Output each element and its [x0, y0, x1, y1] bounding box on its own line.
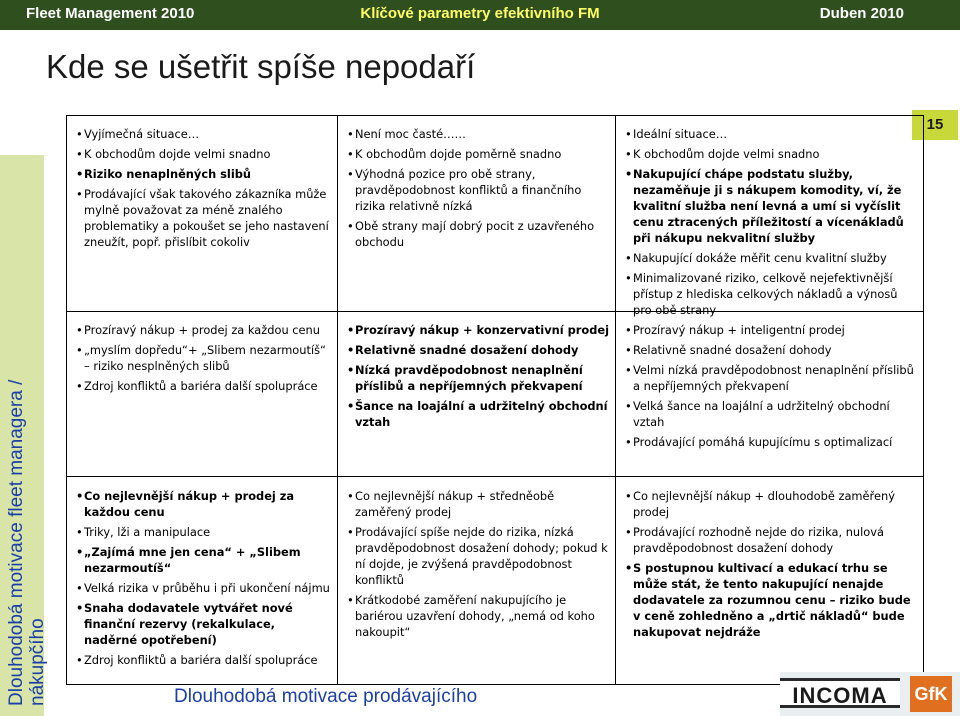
cell-r3c3 — [616, 484, 925, 686]
side-label-line2: nákupčího — [27, 618, 48, 706]
list-item: • „myslím dopředu“+ „Slibem nezarmoutíš“ – riziko nesplněných slibů — [77, 342, 331, 374]
side-label — [6, 146, 48, 706]
list-item: • Prodávající rozhodně nejde do rizika, nulová pravděpodobnost dosažení dohody — [626, 524, 919, 556]
list-item: • Krátkodobé zaměření nakupujícího je bariérou uzavření dohody, „nemá od koho nakoupit“ — [348, 592, 609, 640]
list-item: • K obchodům dojde velmi snadno — [77, 146, 331, 162]
list-item: • Nakupující chápe podstatu služby, nezaměňuje ji s nákupem komodity, ví, že kvalitní služba není levná a umí si vyčíslit cenu ztracených příležitostí a vícenákladů při nákupu nekvalitní služby — [626, 166, 919, 246]
header-center: Klíčové parametry efektivního FM — [360, 5, 600, 22]
list-item: • Velká rizika v průběhu i při ukončení nájmu — [77, 580, 331, 596]
list-item: • K obchodům dojde velmi snadno — [626, 146, 919, 162]
cell-r1c1 — [67, 122, 337, 311]
list-item: • Co nejlevnější nákup + prodej za každou cenu — [77, 488, 331, 520]
page-number: 15 — [912, 110, 958, 140]
list-item: • Prodávající však takového zákazníka může mylně považovat za méně znalého problematiky a pokoušet se jeho nastavení zneužít, popř. přislíbit cokoliv — [77, 186, 331, 250]
page-title: Kde se ušetřit spíše nepodaří — [46, 48, 476, 85]
list-item: • Relativně snadné dosažení dohody — [626, 342, 919, 358]
list-item: • Prodávající spíše nejde do rizika, nízká pravděpodobnost dosažení dohody; pokud k ní dojde, je zvýšená pravděpodobnost konfliktů — [348, 524, 609, 588]
list-item: • Šance na loajální a udržitelný obchodní vztah — [348, 398, 609, 430]
list-item: • Zdroj konfliktů a bariéra další spolupráce — [77, 378, 331, 394]
list-item: • Triky, lži a manipulace — [77, 524, 331, 540]
list-item: • Relativně snadné dosažení dohody — [348, 342, 609, 358]
list-item: • Prozíravý nákup + prodej za každou cenu — [77, 322, 331, 338]
list-item: • Ideální situace… — [626, 126, 919, 142]
list-item: • Velká šance na loajální a udržitelný obchodní vztah — [626, 398, 919, 430]
list-item: • Snaha dodavatele vytvářet nové finanční rezervy (rekalkulace, naděrné opotřebení) — [77, 600, 331, 648]
grid-divider — [67, 476, 923, 477]
list-item: • Nakupující dokáže měřit cenu kvalitní služby — [626, 250, 919, 266]
cell-r3c1 — [67, 484, 337, 686]
list-item: • Vyjímečná situace… — [77, 126, 331, 142]
cell-r3c2 — [338, 484, 615, 686]
logo-area — [780, 672, 960, 716]
header-right: Duben 2010 — [819, 5, 904, 22]
incoma-logo: INCOMA — [780, 678, 900, 708]
list-item: • Výhodná pozice pro obě strany, pravděpodobnost konfliktů a finančního rizika relativně nízká — [348, 166, 609, 214]
list-item: • Prozíravý nákup + inteligentní prodej — [626, 322, 919, 338]
list-item: • K obchodům dojde poměrně snadno — [348, 146, 609, 162]
list-item: • Prozíravý nákup + konzervativní prodej — [348, 322, 609, 338]
list-item: • Velmi nízká pravděpodobnost nenaplnění příslibů a nepříjemných překvapení — [626, 362, 919, 394]
matrix-grid — [66, 115, 924, 685]
header-bar — [0, 0, 960, 30]
cell-r2c1 — [67, 318, 337, 476]
bottom-axis-label: Dlouhodobá motivace prodávajícího — [174, 686, 478, 707]
list-item: • Není moc časté…… — [348, 126, 609, 142]
list-item: • Co nejlevnější nákup + dlouhodobě zaměřený prodej — [626, 488, 919, 520]
side-label-line1: Dlouhodobá motivace fleet managera / — [6, 379, 27, 706]
cell-r2c2 — [338, 318, 615, 476]
gfk-logo: GfK — [910, 676, 952, 712]
list-item: • Zdroj konfliktů a bariéra další spolupráce — [77, 652, 331, 668]
cell-r2c3 — [616, 318, 925, 476]
list-item: • Prodávající pomáhá kupujícímu s optimalizací — [626, 434, 919, 450]
list-item: • „Zajímá mne jen cena“ + „Slibem nezarmoutíš“ — [77, 544, 331, 576]
list-item: • Riziko nenaplněných slibů — [77, 166, 331, 182]
cell-r1c3 — [616, 122, 925, 317]
list-item: • S postupnou kultivací a edukací trhu se může stát, že tento nakupující nenajde dodavatele za rozumnou cenu – riziko bude v ceně zohledněno a „drtič nákladů“ bude nakupovat nejdráže — [626, 560, 919, 640]
list-item: • Co nejlevnější nákup + středněobě zaměřený prodej — [348, 488, 609, 520]
list-item: • Obě strany mají dobrý pocit z uzavřeného obchodu — [348, 218, 609, 250]
list-item: • Minimalizované riziko, celkově nejefektivnější přístup z hlediska celkových nákladů a výnosů pro obě strany — [626, 270, 919, 318]
list-item: • Nízká pravděpodobnost nenaplnění příslibů a nepříjemných překvapení — [348, 362, 609, 394]
cell-r1c2 — [338, 122, 615, 311]
header-left: Fleet Management 2010 — [26, 5, 195, 22]
